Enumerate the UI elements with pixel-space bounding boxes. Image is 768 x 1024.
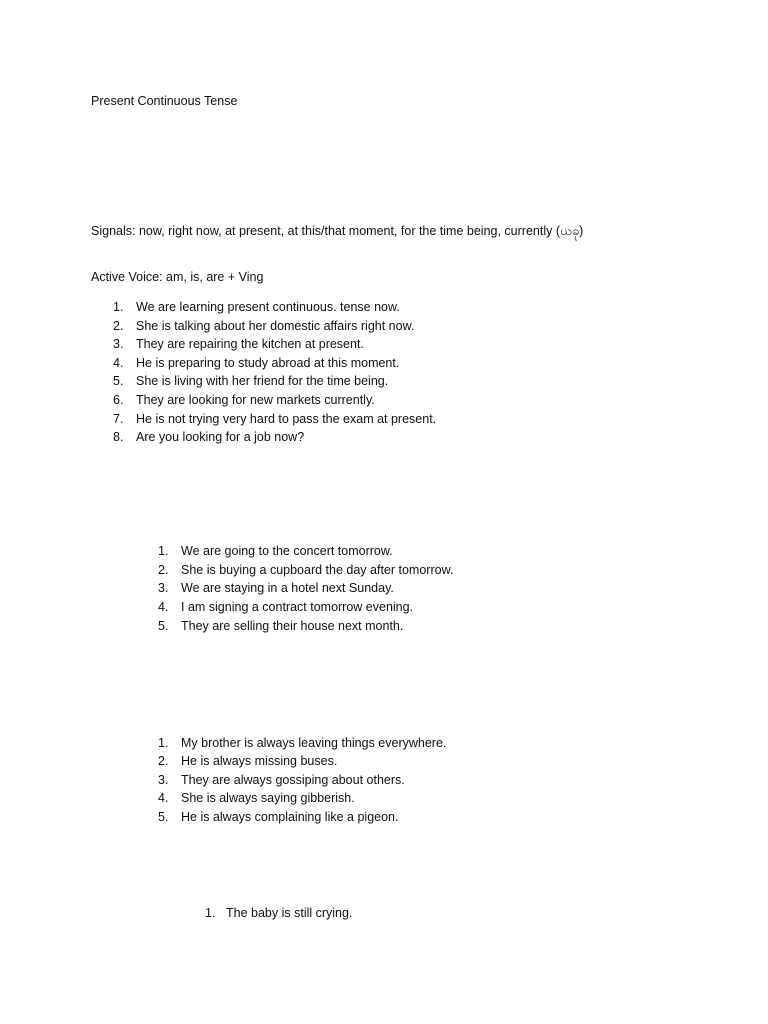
list-item bbox=[113, 410, 436, 429]
list-present-examples bbox=[113, 298, 436, 447]
list-number: 4. bbox=[158, 600, 169, 615]
list-item-text: They are selling their house next month. bbox=[181, 618, 404, 633]
list-item bbox=[113, 317, 436, 336]
list-number: 3. bbox=[113, 337, 124, 352]
list-item bbox=[205, 904, 352, 923]
list-still-examples bbox=[205, 904, 352, 923]
list-item bbox=[113, 391, 436, 410]
list-item bbox=[158, 579, 453, 598]
list-item bbox=[158, 617, 453, 636]
list-item bbox=[158, 734, 446, 752]
list-item-text: He is always complaining like a pigeon. bbox=[181, 809, 399, 824]
list-number: 4. bbox=[158, 791, 169, 806]
list-number: 2. bbox=[158, 562, 169, 577]
list-item-text: They are repairing the kitchen at present. bbox=[136, 337, 364, 352]
list-item-text: He is always missing buses. bbox=[181, 754, 338, 769]
list-item bbox=[158, 752, 446, 770]
list-item bbox=[113, 428, 436, 447]
list-item-text: She is talking about her domestic affairs right now. bbox=[136, 318, 415, 333]
list-item-text: She is buying a cupboard the day after tomorrow. bbox=[181, 562, 454, 577]
complaint-note-line-2 bbox=[136, 684, 514, 710]
list-item bbox=[158, 789, 446, 807]
list-number: 7. bbox=[113, 411, 124, 426]
list-item bbox=[158, 598, 453, 617]
list-item-text: My brother is always leaving things everywhere. bbox=[181, 736, 447, 750]
list-number: 1. bbox=[158, 736, 169, 750]
list-item-text: He is preparing to study abroad at this moment. bbox=[136, 355, 400, 370]
burmese-title bbox=[91, 122, 211, 148]
list-item bbox=[158, 542, 453, 561]
list-number: 3. bbox=[158, 772, 169, 787]
list-number: 2. bbox=[113, 318, 124, 333]
list-number: 2. bbox=[158, 754, 169, 769]
list-number: 4. bbox=[113, 355, 124, 370]
active-voice-line: Active Voice: am, is, are + Ving bbox=[91, 270, 264, 284]
list-number: 3. bbox=[158, 581, 169, 596]
still-note-line-1 bbox=[181, 827, 635, 853]
list-item-text: We are going to the concert tomorrow. bbox=[181, 544, 393, 558]
list-item-text: He is not trying very hard to pass the exam at present. bbox=[136, 411, 437, 426]
future-note-line-1 bbox=[136, 465, 652, 491]
list-item bbox=[158, 771, 446, 789]
list-item-text: We are staying in a hotel next Sunday. bbox=[181, 581, 394, 596]
definition bbox=[91, 172, 463, 198]
list-number: 1. bbox=[113, 300, 124, 314]
list-item bbox=[158, 561, 453, 580]
list-item-text: I am signing a contract tomorrow evening. bbox=[181, 600, 414, 615]
still-note-line-2 bbox=[181, 867, 217, 893]
list-number: 6. bbox=[113, 392, 124, 407]
list-item-text: The baby is still crying. bbox=[226, 906, 353, 920]
list-number: 1. bbox=[205, 906, 216, 920]
list-item-text: They are looking for new markets currently. bbox=[136, 392, 375, 407]
list-item-text: We are learning present continuous. tense now. bbox=[136, 300, 400, 314]
list-item bbox=[113, 354, 436, 373]
list-number: 5. bbox=[113, 374, 124, 389]
list-future-examples bbox=[158, 542, 453, 635]
list-item bbox=[158, 808, 446, 826]
list-item bbox=[113, 298, 436, 317]
list-number: 8. bbox=[113, 430, 124, 445]
future-note-line-2 bbox=[136, 506, 646, 532]
page-title: Present Continuous Tense bbox=[91, 94, 238, 108]
list-item bbox=[113, 372, 436, 391]
list-number: 1. bbox=[158, 544, 169, 558]
signals-line: Signals: now, right now, at present, at this/that moment, for the time being, currently (ယခု) bbox=[91, 224, 584, 238]
list-item-text: She is living with her friend for the time being. bbox=[136, 374, 389, 389]
list-item bbox=[113, 335, 436, 354]
complaint-note-line-1 bbox=[136, 649, 648, 675]
list-item-text: She is always saying gibberish. bbox=[181, 791, 355, 806]
list-number: 5. bbox=[158, 618, 169, 633]
list-item-text: They are always gossiping about others. bbox=[181, 772, 405, 787]
list-item-text: Are you looking for a job now? bbox=[136, 430, 305, 445]
list-complaint-examples bbox=[158, 734, 446, 826]
list-number: 5. bbox=[158, 809, 169, 824]
